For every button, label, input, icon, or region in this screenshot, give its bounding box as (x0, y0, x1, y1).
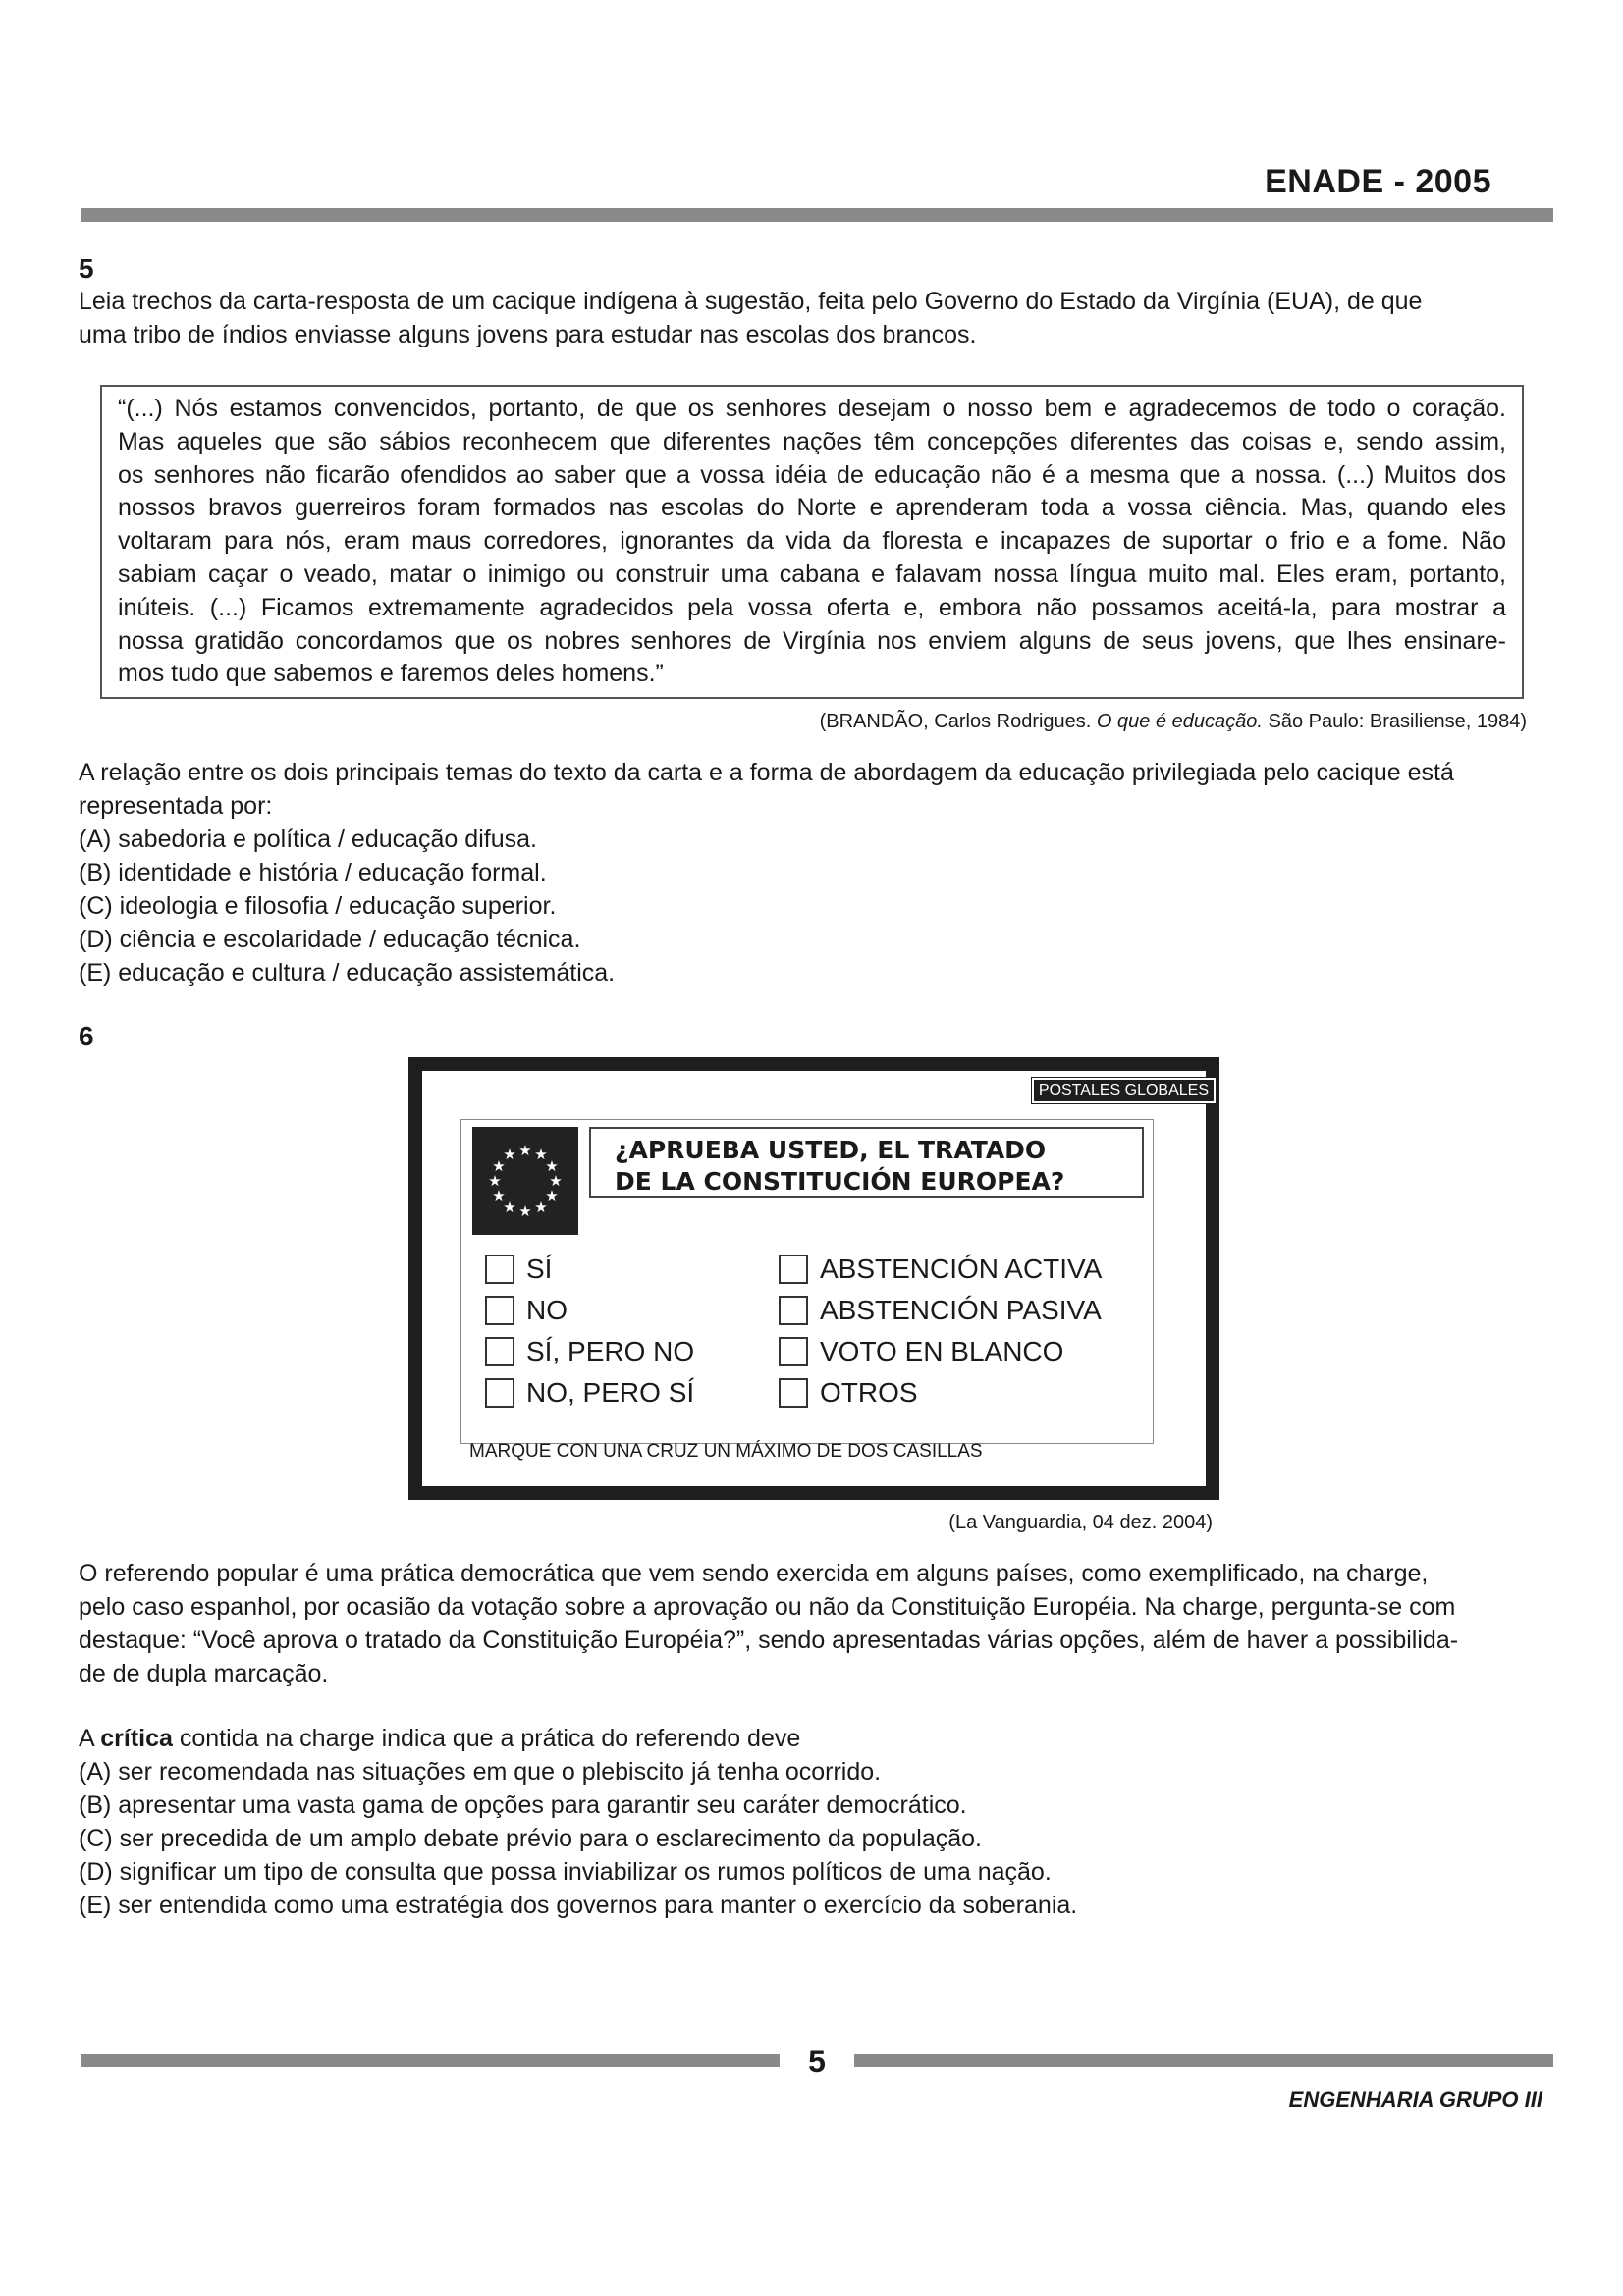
body-line: O referendo popular é uma prática democrática que vem sendo exercida em alguns países, como exemplificado, na charge, (79, 1560, 1429, 1587)
ballot-option-abstencion-activa (779, 1254, 1102, 1285)
quote-line: os senhores não ficarão ofendidos ao saber que a vossa idéia de educação não é a mesma que a nossa. (...) Muitos dos (118, 460, 1506, 489)
ballot-option-no (485, 1295, 568, 1326)
checkbox-icon (485, 1378, 514, 1408)
question-5-number: 5 (79, 253, 94, 284)
option-e: (E) educação e cultura / educação assistemática. (79, 959, 616, 987)
svg-text:★: ★ (488, 1172, 502, 1190)
quote-line: Mas aqueles que são sábios reconhecem que diferentes nações têm concepções diferentes das coisas e, sendo assim, (118, 427, 1506, 455)
ballot-option-label: VOTO EN BLANCO (820, 1336, 1064, 1366)
svg-text:★: ★ (518, 1142, 532, 1159)
body-line: de de dupla marcação. (79, 1660, 329, 1687)
checkbox-icon (485, 1255, 514, 1284)
page-number: 5 (808, 2044, 826, 2079)
exam-title: ENADE - 2005 (1265, 163, 1491, 200)
checkbox-icon (779, 1296, 808, 1325)
ballot-cartoon (408, 1057, 1219, 1500)
ballot-option-label: ABSTENCIÓN PASIVA (820, 1295, 1102, 1325)
cartoon-frame (422, 1071, 1209, 1486)
ballot-option-label: SÍ, PERO NO (526, 1336, 695, 1366)
svg-text:★: ★ (545, 1157, 559, 1175)
stem-emphasis: crítica (100, 1725, 173, 1752)
citation-book-title: O que é educação. (1096, 711, 1263, 732)
ballot-option-label: OTROS (820, 1377, 918, 1408)
citation-suffix: São Paulo: Brasiliense, 1984) (1262, 711, 1527, 732)
svg-text:★: ★ (518, 1202, 532, 1220)
question-6-number: 6 (79, 1021, 94, 1051)
quote-line: “(...) Nós estamos convencidos, portanto, de que os senhores desejam o nosso bem e agradecemos de todo o coração. (118, 395, 1506, 422)
quote-line: inúteis. (...) Ficamos extremamente agradecidos pela vossa oferta e, embora não possamos aceitá-la, para mostrar a (118, 593, 1506, 621)
ballot-question-line-2: DE LA CONSTITUCIÓN EUROPEA? (615, 1167, 1065, 1196)
stem-line: representada por: (79, 792, 273, 820)
quote-citation (820, 711, 1527, 733)
ballot-option-label: SÍ (526, 1254, 553, 1284)
ballot-instruction: MARQUE CON UNA CRUZ UN MÁXIMO DE DOS CASILLAS (469, 1441, 983, 1462)
ballot-card (460, 1119, 1154, 1444)
checkbox-icon (485, 1296, 514, 1325)
checkbox-icon (779, 1337, 808, 1366)
ballot-option-no-pero-si (485, 1377, 694, 1409)
footer-rule-left (81, 2054, 780, 2067)
svg-text:★: ★ (549, 1172, 563, 1190)
cartoon-source: (La Vanguardia, 04 dez. 2004) (948, 1512, 1213, 1533)
question-6-stem-and-options (79, 1722, 1556, 1922)
intro-line: Leia trechos da carta-resposta de um cacique indígena à sugestão, feita pelo Governo do Estado da Virgínia (EUA), de que (79, 288, 1423, 315)
svg-text:★: ★ (503, 1199, 516, 1216)
ballot-option-abstencion-pasiva (779, 1295, 1102, 1326)
option-a: (A) ser recomendada nas situações em que o plebiscito já tenha ocorrido. (79, 1758, 882, 1786)
letter-quote-box (100, 385, 1524, 699)
course-name: ENGENHARIA GRUPO III (1288, 2087, 1542, 2111)
quote-line: sabiam caçar o veado, matar o inimigo ou construir uma cabana e falavam nossa língua muito mal. Eles eram, portanto, (118, 560, 1506, 588)
header-rule (81, 208, 1553, 222)
option-c: (C) ser precedida de um amplo debate prévio para o esclarecimento da população. (79, 1825, 982, 1852)
svg-text:★: ★ (534, 1199, 548, 1216)
option-b: (B) identidade e história / educação formal. (79, 859, 547, 886)
ballot-option-label: NO, PERO SÍ (526, 1377, 695, 1408)
stem-line: A relação entre os dois principais temas do texto da carta e a forma de abordagem da educação privilegiada pelo cacique está (79, 759, 1454, 786)
ballot-option-voto-en-blanco (779, 1336, 1063, 1367)
svg-text:★: ★ (492, 1187, 506, 1204)
option-b: (B) apresentar uma vasta gama de opções para garantir seu caráter democrático. (79, 1791, 967, 1819)
option-d: (D) significar um tipo de consulta que possa inviabilizar os rumos políticos de uma nação. (79, 1858, 1052, 1886)
svg-text:★: ★ (534, 1146, 548, 1163)
ballot-option-label: NO (526, 1295, 568, 1325)
question-6-stem (79, 1722, 1556, 1755)
checkbox-icon (485, 1337, 514, 1366)
quote-line: nossos bravos guerreiros foram formados nas escolas do Norte e aprenderam toda a vossa ciência. Mas, quando eles (118, 494, 1506, 522)
question-5-options (79, 823, 1556, 989)
option-a: (A) sabedoria e política / educação difusa. (79, 826, 537, 853)
svg-text:★: ★ (503, 1146, 516, 1163)
question-6-body (79, 1557, 1556, 1690)
footer-rule-right (854, 2054, 1553, 2067)
intro-line: uma tribo de índios enviasse alguns jovens para estudar nas escolas dos brancos. (79, 321, 977, 348)
ballot-question (589, 1127, 1144, 1198)
quote-line: nossa gratidão concordamos que os nobres senhores de Virgínia nos enviem alguns de seus jovens, que lhes ensinare- (118, 626, 1506, 655)
option-e: (E) ser entendida como uma estratégia dos governos para manter o exercício da soberania. (79, 1892, 1078, 1919)
ballot-option-otros (779, 1377, 918, 1409)
svg-text:★: ★ (545, 1187, 559, 1204)
checkbox-icon (779, 1378, 808, 1408)
question-5-stem (79, 756, 1556, 823)
stem-suffix: contida na charge indica que a prática do referendo deve (172, 1725, 801, 1752)
ballot-question-line-1: ¿APRUEBA USTED, EL TRATADO (615, 1136, 1047, 1164)
question-5-intro (79, 285, 1556, 351)
ballot-option-si-pero-no (485, 1336, 694, 1367)
citation-prefix: (BRANDÃO, Carlos Rodrigues. (819, 711, 1097, 732)
body-line: destaque: “Você aprova o tratado da Constituição Européia?”, sendo apresentadas várias opções, além de haver a possibilida- (79, 1627, 1459, 1654)
option-d: (D) ciência e escolaridade / educação técnica. (79, 926, 581, 953)
ballot-option-label: ABSTENCIÓN ACTIVA (820, 1254, 1103, 1284)
stem-prefix: A (79, 1725, 101, 1752)
checkbox-icon (779, 1255, 808, 1284)
quote-line: voltaram para nós, eram maus corredores, ignorantes da vida da floresta e incapazes de suportar o frio e a fome. Não (118, 527, 1506, 556)
body-line: pelo caso espanhol, por ocasião da votação sobre a aprovação ou não da Constituição Européia. Na charge, pergunta-se com (79, 1593, 1456, 1621)
option-c: (C) ideologia e filosofia / educação superior. (79, 892, 557, 920)
svg-text:★: ★ (492, 1157, 506, 1175)
eu-flag-icon (472, 1127, 578, 1235)
ballot-option-si (485, 1254, 552, 1285)
quote-line: mos tudo que sabemos e faremos deles homens.” (118, 660, 664, 688)
cartoon-brand: POSTALES GLOBALES (1032, 1078, 1216, 1103)
